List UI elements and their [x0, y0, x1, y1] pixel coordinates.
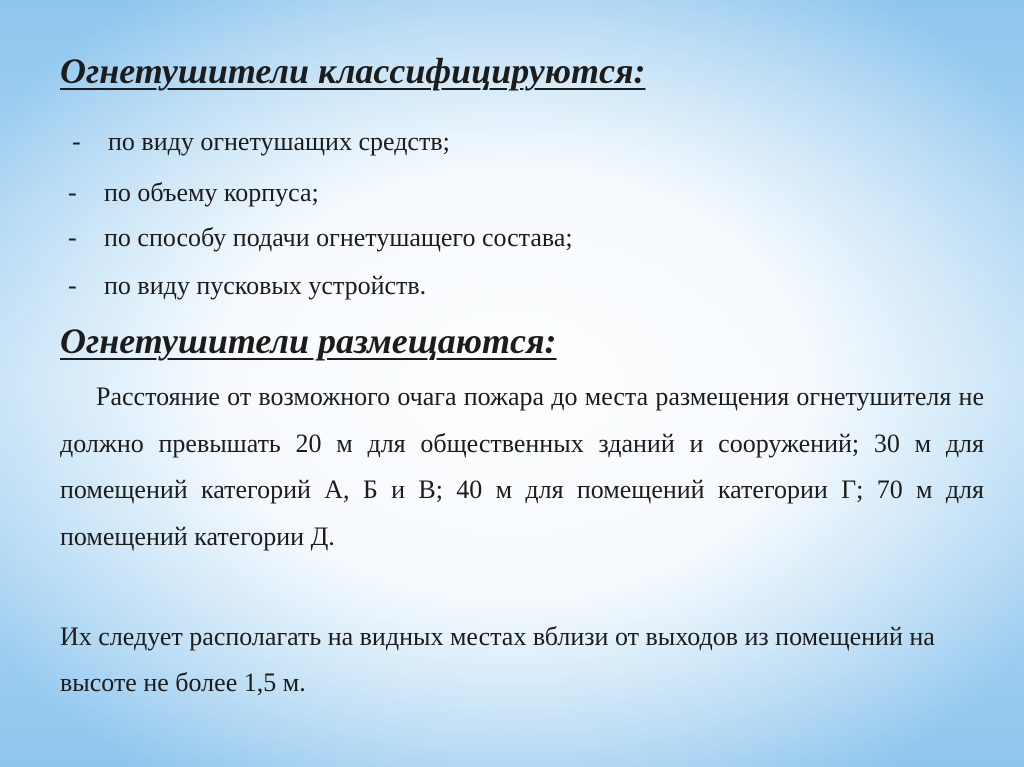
heading-classification: Огнетушители классифицируются:: [60, 51, 646, 91]
list-item-text: по объему корпуса;: [104, 178, 319, 207]
list-dash: -: [68, 178, 77, 207]
list-dash: -: [68, 223, 77, 252]
placement-location-paragraph: Их следует располагать на видных местах вблизи от выходов из помещений на высоте не более 1,5 м.: [60, 622, 935, 697]
placement-distance-paragraph: [60, 374, 984, 560]
heading-placement: Огнетушители размещаются:: [60, 321, 557, 361]
placement-distance-text: Расстояние от возможного очага пожара до места размещения огнетушителя не должно превышать 20 м для общественных зданий и сооружений; 30 м для помещений категорий А, Б и В; 40 м для помещений категории Г; 70 м для помещений категории Д.: [60, 382, 984, 551]
list-item-text: по виду огнетушащих средств;: [108, 127, 450, 156]
list-dash: -: [72, 127, 81, 156]
list-item-text: по виду пусковых устройств.: [104, 271, 427, 300]
list-dash: -: [68, 271, 77, 300]
list-item-text: по способу подачи огнетушащего состава;: [104, 223, 573, 252]
